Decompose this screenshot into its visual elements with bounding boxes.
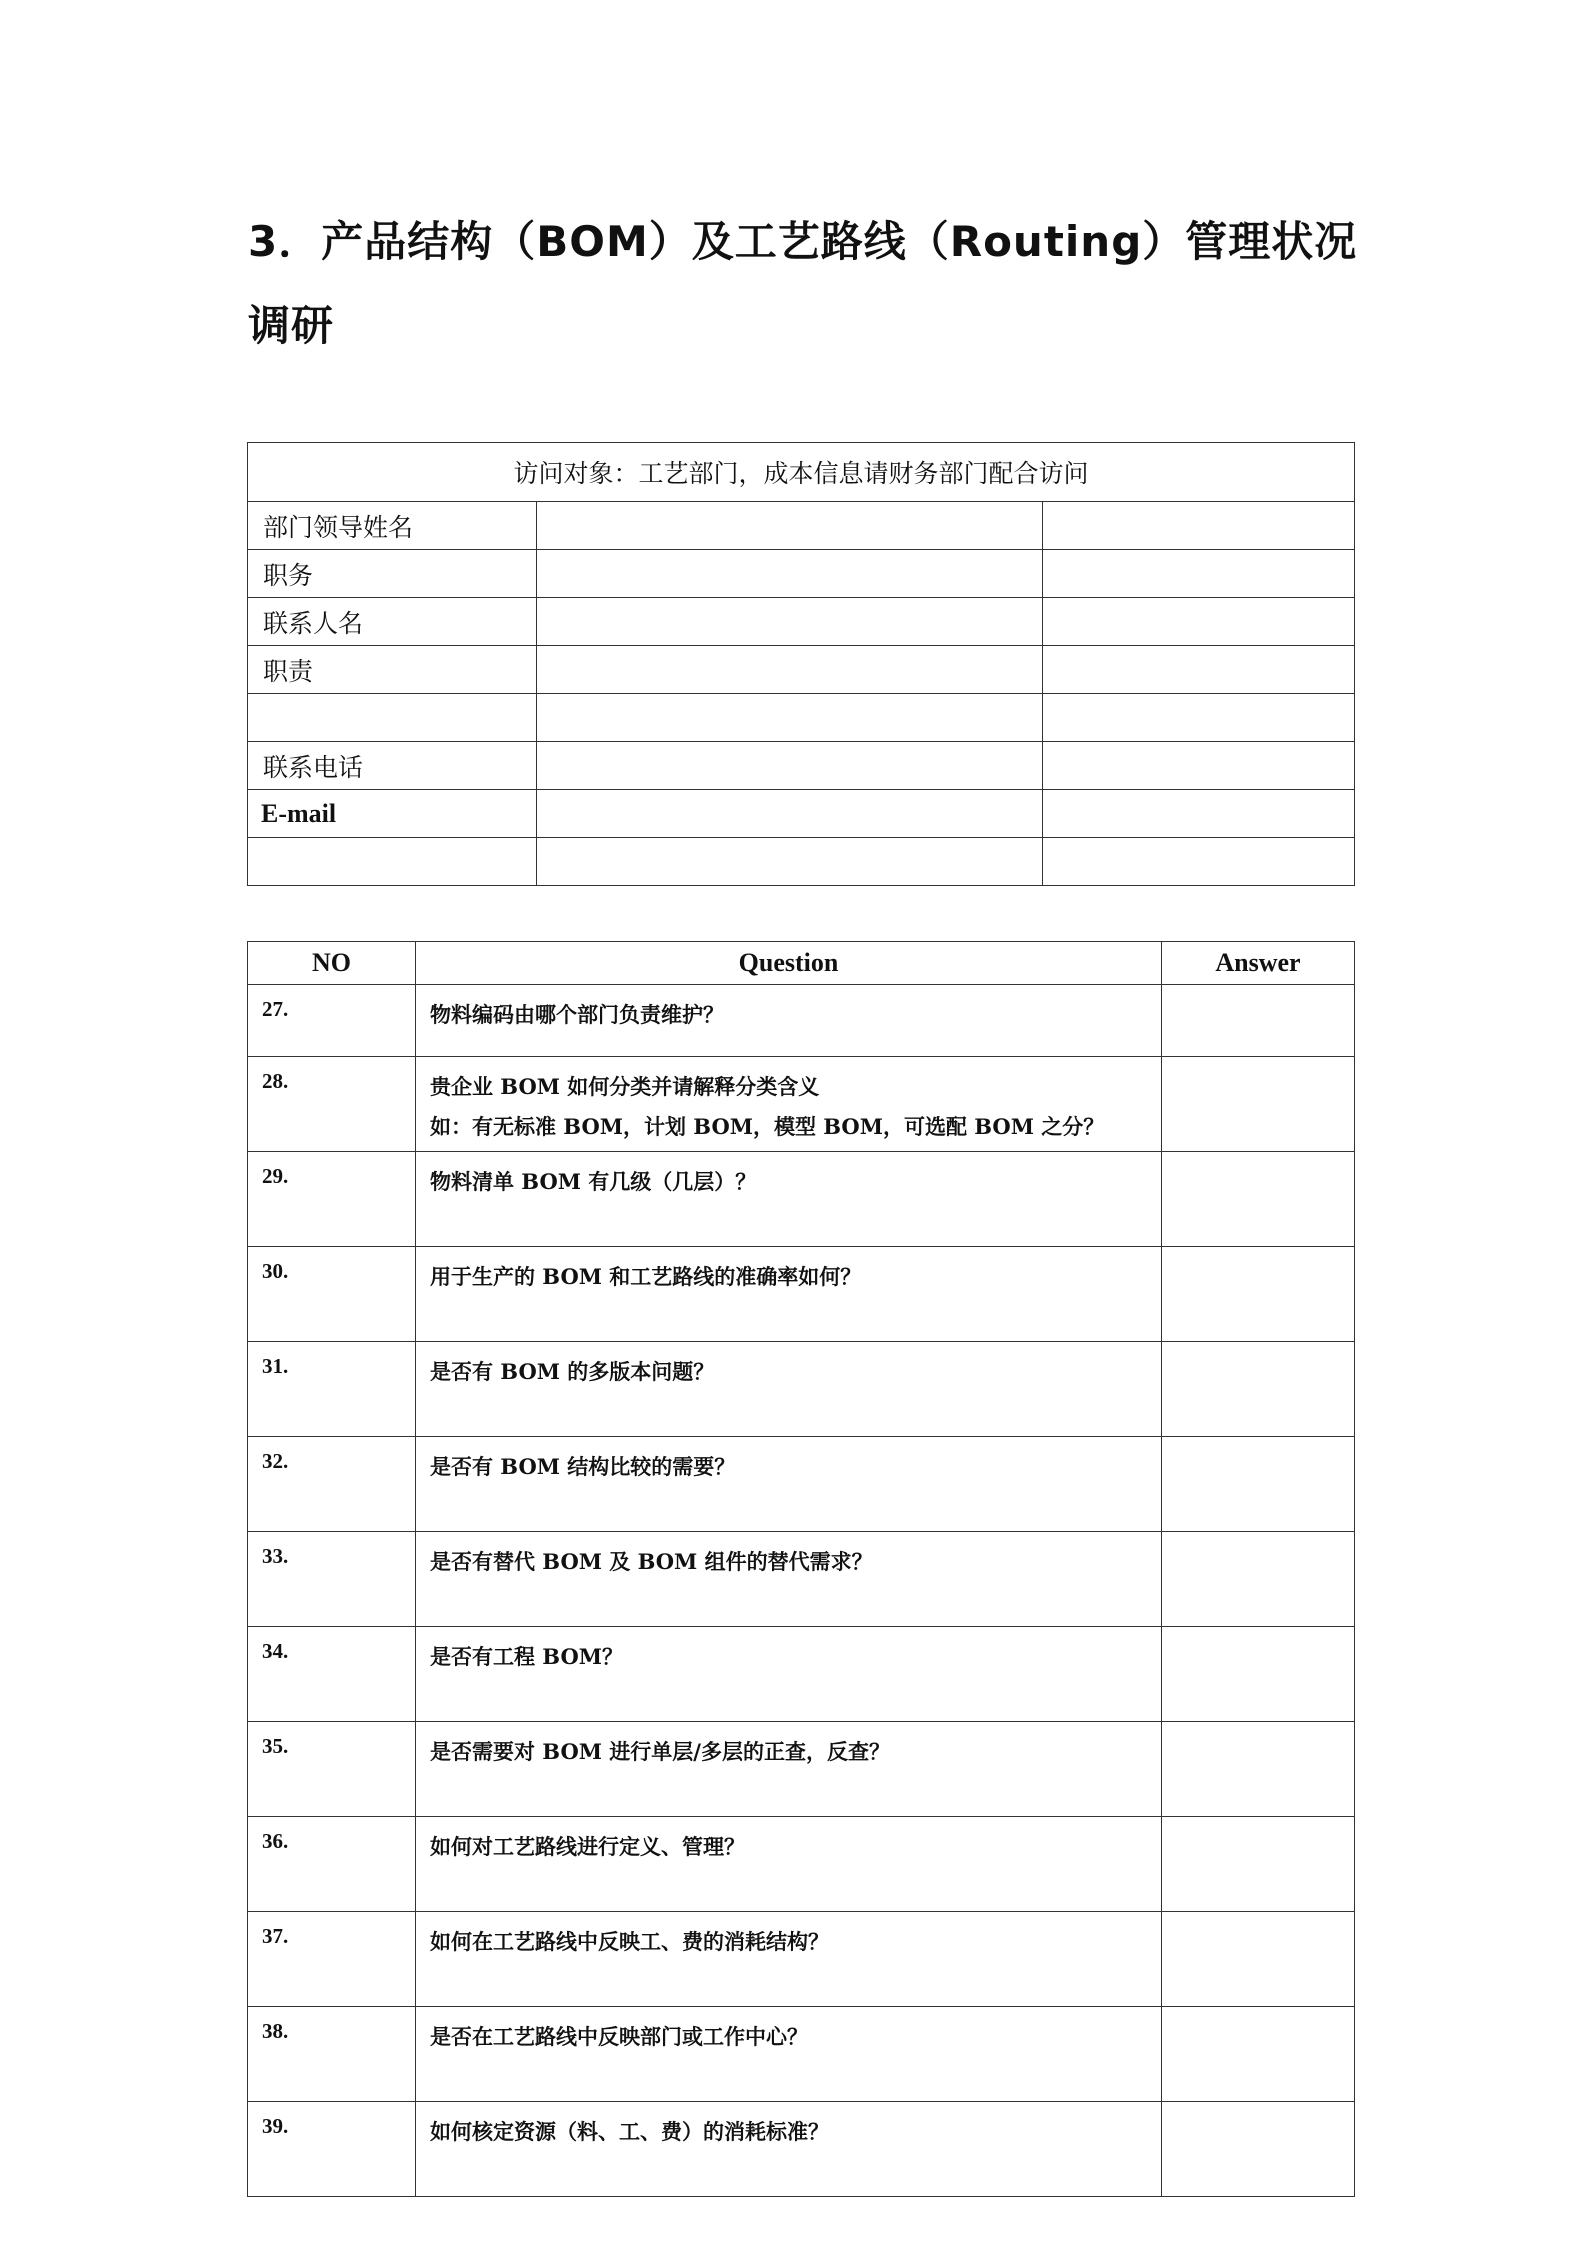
question-table — [247, 941, 1355, 2197]
contact-value-field[interactable] — [537, 502, 1043, 550]
answer-field[interactable] — [1162, 1437, 1355, 1532]
question-text — [416, 1057, 1162, 1152]
question-line: 如何对工艺路线进行定义、管理？ — [430, 1834, 745, 1859]
contact-table — [247, 442, 1355, 886]
question-number: 29. — [248, 1152, 416, 1247]
question-number: 31. — [248, 1342, 416, 1437]
contact-row — [248, 646, 1355, 694]
answer-field[interactable] — [1162, 1247, 1355, 1342]
question-row — [248, 1817, 1355, 1912]
contact-row — [248, 694, 1355, 742]
question-line: 如何核定资源（料、工、费）的消耗标准？ — [430, 2119, 829, 2144]
contact-extra-field[interactable] — [1043, 790, 1355, 838]
question-line: 是否在工艺路线中反映部门或工作中心？ — [430, 2024, 808, 2049]
question-number: 30. — [248, 1247, 416, 1342]
answer-field[interactable] — [1162, 1152, 1355, 1247]
question-text — [416, 1722, 1162, 1817]
question-row — [248, 1247, 1355, 1342]
question-line: 物料编码由哪个部门负责维护？ — [430, 1002, 724, 1027]
question-row — [248, 1152, 1355, 1247]
question-line: 用于生产的 BOM 和工艺路线的准确率如何？ — [430, 1264, 862, 1289]
contact-row — [248, 838, 1355, 886]
answer-field[interactable] — [1162, 1817, 1355, 1912]
question-line: 是否需要对 BOM 进行单层/多层的正查，反查？ — [430, 1739, 890, 1764]
contact-label: 职务 — [248, 550, 537, 598]
question-line: 是否有 BOM 的多版本问题？ — [430, 1359, 715, 1384]
question-number: 33. — [248, 1532, 416, 1627]
contact-table-header: 访问对象：工艺部门，成本信息请财务部门配合访问 — [248, 443, 1355, 502]
page-title: 3．产品结构（BOM）及工艺路线（Routing）管理状况调研 — [248, 217, 1358, 350]
question-line: 如何在工艺路线中反映工、费的消耗结构？ — [430, 1929, 829, 1954]
contact-row — [248, 598, 1355, 646]
contact-extra-field[interactable] — [1043, 502, 1355, 550]
contact-label — [248, 838, 537, 886]
contact-value-field[interactable] — [537, 646, 1043, 694]
column-header-question: Question — [416, 942, 1162, 985]
answer-field[interactable] — [1162, 2102, 1355, 2197]
contact-label: 职责 — [248, 646, 537, 694]
question-text — [416, 1152, 1162, 1247]
answer-field[interactable] — [1162, 1722, 1355, 1817]
question-row — [248, 1057, 1355, 1152]
answer-field[interactable] — [1162, 985, 1355, 1057]
question-line: 物料清单 BOM 有几级（几层）？ — [430, 1169, 757, 1194]
question-number: 27. — [248, 985, 416, 1057]
question-table-header-row — [248, 942, 1355, 985]
column-header-answer: Answer — [1162, 942, 1355, 985]
question-number: 28. — [248, 1057, 416, 1152]
question-text — [416, 1627, 1162, 1722]
question-line: 是否有工程 BOM？ — [430, 1644, 623, 1669]
answer-field[interactable] — [1162, 1342, 1355, 1437]
contact-row — [248, 742, 1355, 790]
contact-row — [248, 502, 1355, 550]
contact-extra-field[interactable] — [1043, 646, 1355, 694]
question-text — [416, 1247, 1162, 1342]
question-number: 37. — [248, 1912, 416, 2007]
question-number: 34. — [248, 1627, 416, 1722]
contact-label: 部门领导姓名 — [248, 502, 537, 550]
contact-label — [248, 694, 537, 742]
contact-extra-field[interactable] — [1043, 742, 1355, 790]
question-text — [416, 2102, 1162, 2197]
question-row — [248, 1912, 1355, 2007]
question-line: 是否有替代 BOM 及 BOM 组件的替代需求？ — [430, 1549, 873, 1574]
question-row — [248, 1437, 1355, 1532]
contact-value-field[interactable] — [537, 550, 1043, 598]
question-number: 39. — [248, 2102, 416, 2197]
question-row — [248, 2102, 1355, 2197]
answer-field[interactable] — [1162, 1057, 1355, 1152]
question-number: 32. — [248, 1437, 416, 1532]
question-text — [416, 2007, 1162, 2102]
question-row — [248, 985, 1355, 1057]
question-row — [248, 1627, 1355, 1722]
contact-label: 联系电话 — [248, 742, 537, 790]
answer-field[interactable] — [1162, 2007, 1355, 2102]
question-row — [248, 1722, 1355, 1817]
contact-row — [248, 550, 1355, 598]
contact-table-header-row — [248, 443, 1355, 502]
contact-row — [248, 790, 1355, 838]
contact-extra-field[interactable] — [1043, 694, 1355, 742]
question-text — [416, 1437, 1162, 1532]
question-text — [416, 1817, 1162, 1912]
contact-extra-field[interactable] — [1043, 838, 1355, 886]
question-text — [416, 985, 1162, 1057]
question-number: 38. — [248, 2007, 416, 2102]
contact-extra-field[interactable] — [1043, 598, 1355, 646]
question-text — [416, 1912, 1162, 2007]
answer-field[interactable] — [1162, 1532, 1355, 1627]
contact-value-field[interactable] — [537, 742, 1043, 790]
contact-label: E-mail — [248, 790, 537, 838]
answer-field[interactable] — [1162, 1627, 1355, 1722]
question-row — [248, 1532, 1355, 1627]
contact-value-field[interactable] — [537, 790, 1043, 838]
question-line: 如：有无标准 BOM，计划 BOM，模型 BOM，可选配 BOM 之分？ — [430, 1114, 1105, 1139]
question-row — [248, 2007, 1355, 2102]
question-text — [416, 1342, 1162, 1437]
column-header-no: NO — [248, 942, 416, 985]
contact-value-field[interactable] — [537, 598, 1043, 646]
question-line: 是否有 BOM 结构比较的需要？ — [430, 1454, 736, 1479]
answer-field[interactable] — [1162, 1912, 1355, 2007]
contact-extra-field[interactable] — [1043, 550, 1355, 598]
question-number: 35. — [248, 1722, 416, 1817]
contact-label: 联系人名 — [248, 598, 537, 646]
question-row — [248, 1342, 1355, 1437]
contact-value-field[interactable] — [537, 694, 1043, 742]
question-line: 贵企业 BOM 如何分类并请解释分类含义 — [430, 1074, 820, 1099]
question-number: 36. — [248, 1817, 416, 1912]
question-text — [416, 1532, 1162, 1627]
contact-value-field[interactable] — [537, 838, 1043, 886]
